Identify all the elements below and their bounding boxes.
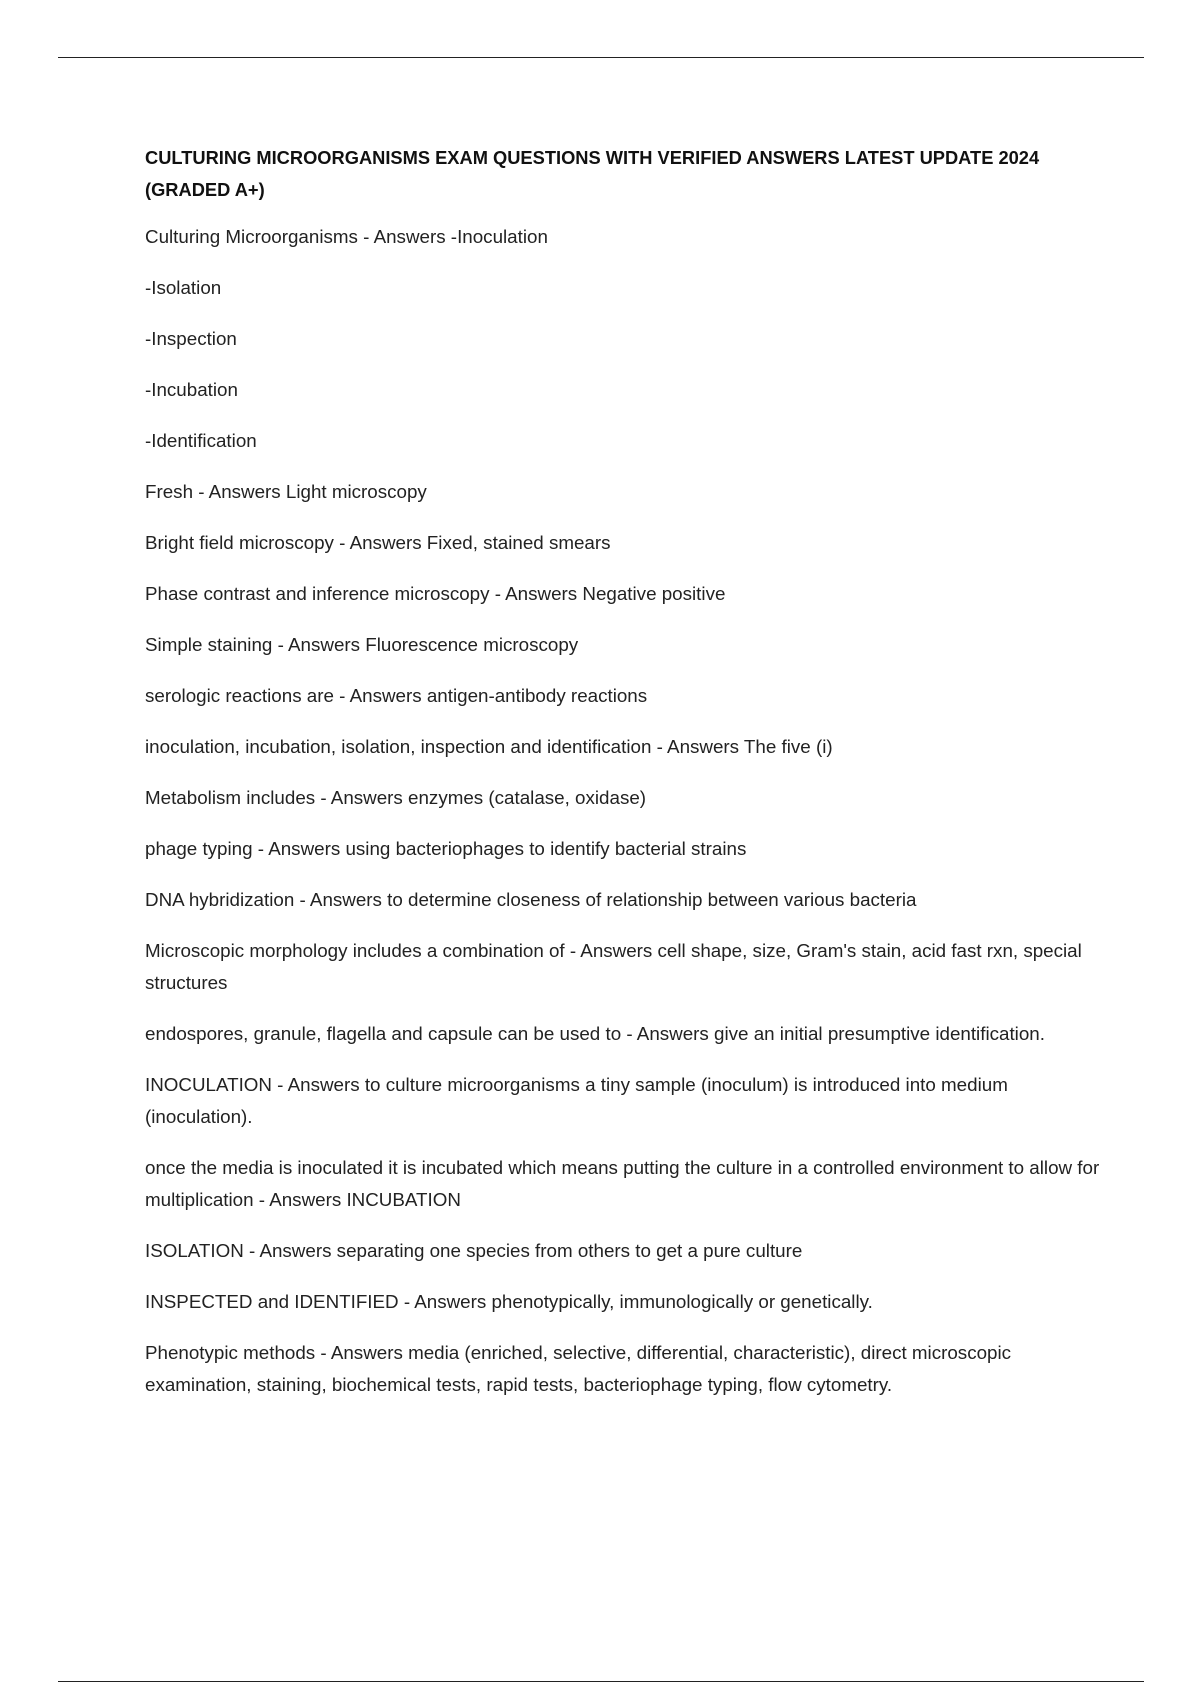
entry: INSPECTED and IDENTIFIED - Answers phenotypically, immunologically or genetically. [145, 1291, 873, 1312]
entry: Phenotypic methods - Answers media (enriched, selective, differential, characteristic), direct microscopic examination, staining, biochemical tests, rapid tests, bacteriophage typing, flow cytometry. [145, 1342, 1012, 1395]
entry: Culturing Microorganisms - Answers -Inoculation [145, 226, 548, 247]
entry: Fresh - Answers Light microscopy [145, 481, 427, 502]
entry: -Identification [145, 430, 257, 451]
entry: ISOLATION - Answers separating one species from others to get a pure culture [145, 1240, 803, 1261]
document-title: CULTURING MICROORGANISMS EXAM QUESTIONS WITH VERIFIED ANSWERS LATEST UPDATE 2024 (GRADED A+) [145, 147, 1040, 200]
entry: Microscopic morphology includes a combination of - Answers cell shape, size, Gram's stain, acid fast rxn, special structures [145, 940, 1082, 993]
entry: INOCULATION - Answers to culture microorganisms a tiny sample (inoculum) is introduced into medium (inoculation). [145, 1074, 1008, 1127]
document-body [145, 142, 1100, 1420]
entry: serologic reactions are - Answers antigen-antibody reactions [145, 685, 648, 706]
entry: Metabolism includes - Answers enzymes (catalase, oxidase) [145, 787, 647, 808]
entry-list [145, 221, 1100, 1401]
entry: Bright field microscopy - Answers Fixed, stained smears [145, 532, 611, 553]
footer-rule [58, 1681, 1144, 1682]
entry: inoculation, incubation, isolation, inspection and identification - Answers The five (i) [145, 736, 833, 757]
entry: endospores, granule, flagella and capsule can be used to - Answers give an initial presumptive identification. [145, 1023, 1045, 1044]
entry: once the media is inoculated it is incubated which means putting the culture in a controlled environment to allow for multiplication - Answers INCUBATION [145, 1157, 1100, 1210]
entry: -Inspection [145, 328, 237, 349]
entry: DNA hybridization - Answers to determine closeness of relationship between various bacteria [145, 889, 917, 910]
entry: -Isolation [145, 277, 222, 298]
entry: -Incubation [145, 379, 238, 400]
header-rule [58, 57, 1144, 58]
entry: phage typing - Answers using bacteriophages to identify bacterial strains [145, 838, 747, 859]
entry: Simple staining - Answers Fluorescence microscopy [145, 634, 579, 655]
entry: Phase contrast and inference microscopy - Answers Negative positive [145, 583, 726, 604]
